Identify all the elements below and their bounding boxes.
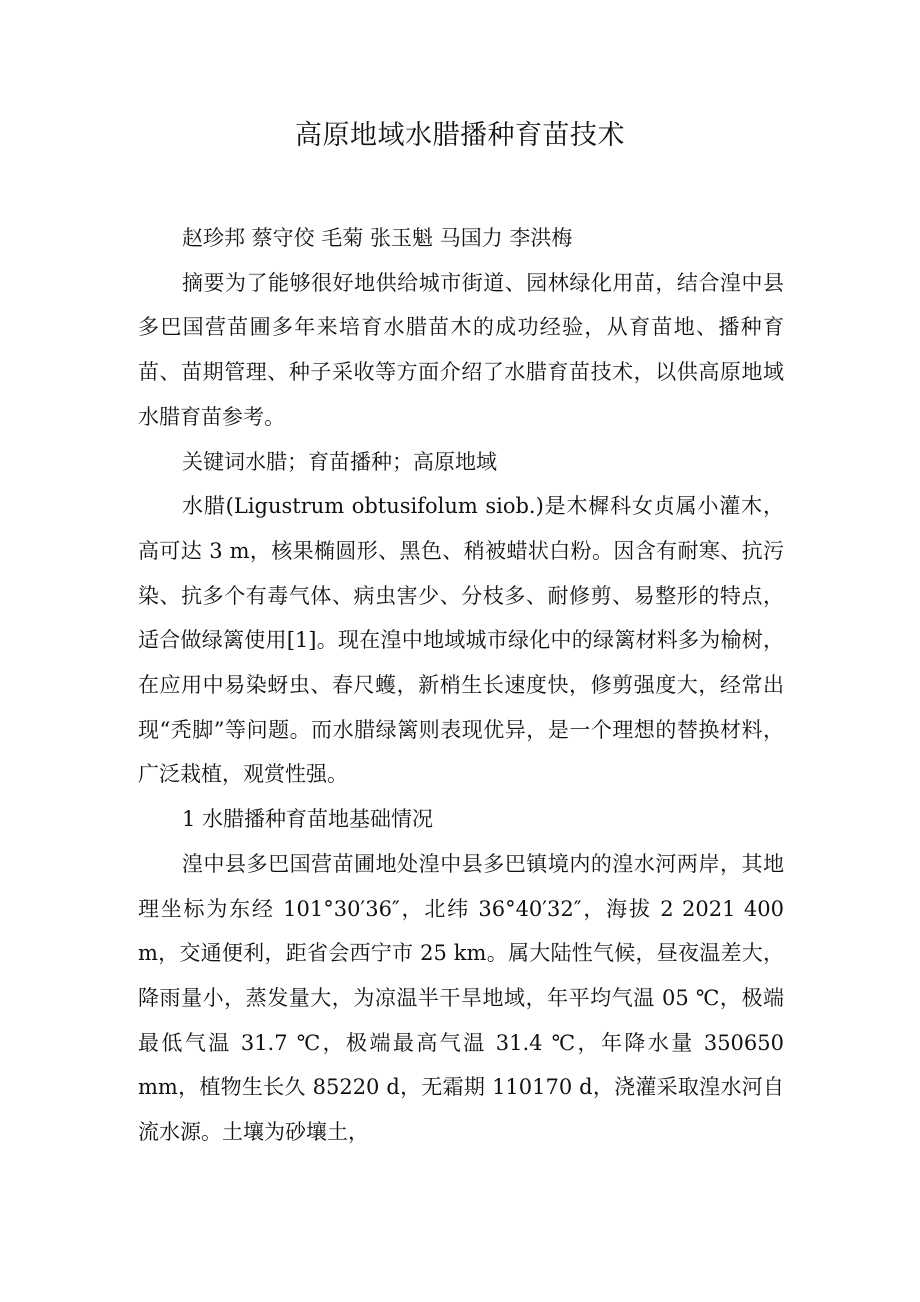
author-list: 赵珍邦 蔡守佼 毛菊 张玉魁 马国力 李洪梅 xyxy=(182,226,573,250)
keywords-paragraph: 关键词水腊；育苗播种；高原地域 xyxy=(182,449,497,474)
section-body-paragraph: 湟中县多巴国营苗圃地处湟中县多巴镇境内的湟水河两岸，其地理坐标为东经 101°30′36″，北纬 36°40′32″，海拔 2 2021 400 m，交通便利，距省会西宁市 25 km。属大陆性气候，昼夜温差大，降雨量小，蒸发量大，为凉温半干旱地域，年平均气温 05 ℃，极端最低气温 31.7 ℃，极端最高气温 31.4 ℃，年降水量 350650 mm，植物生长久 85220 d，无霜期 110170 d，浇灌采取湟水河自流水源。土壤为砂壤土， xyxy=(138,851,784,1145)
section-heading: 1 水腊播种育苗地基础情况 xyxy=(182,807,434,832)
intro-paragraph: 水腊(Ligustrum obtusifolum siob.)是木樨科女贞属小灌木，高可达 3 m，核果椭圆形、黑色、稍被蜡状白粉。因含有耐寒、抗污染、抗多个有毒气体、病虫害少、分枝多、耐修剪、易整形的特点，适合做绿篱使用[1]。现在湟中地域城市绿化中的绿篱材料多为榆树，在应用中易染蚜虫、春尺蠖，新梢生长速度快，修剪强度大，经常出现“秃脚”等问题。而水腊绿篱则表现优异，是一个理想的替换材料，广泛栽植，观赏性强。 xyxy=(138,494,784,787)
abstract-paragraph: 摘要为了能够很好地供给城市街道、园林绿化用苗，结合湟中县多巴国营苗圃多年来培育水腊苗木的成功经验，从育苗地、播种育苗、苗期管理、种子采收等方面介绍了水腊育苗技术，以供高原地域水腊育苗参考。 xyxy=(138,270,784,429)
document-body xyxy=(138,216,784,1155)
document-title: 高原地域水腊播种育苗技术 xyxy=(295,120,625,151)
